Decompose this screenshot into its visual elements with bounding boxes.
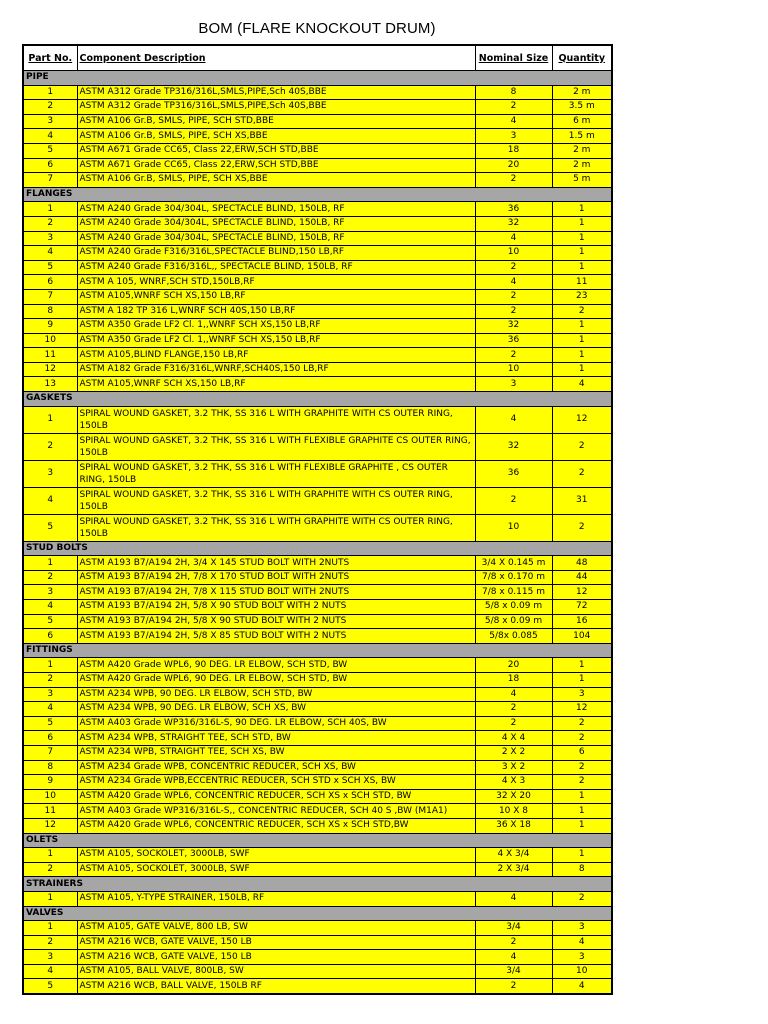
nominal-size-cell: 4 xyxy=(475,114,552,129)
table-row xyxy=(23,231,612,246)
table-row xyxy=(23,570,612,585)
part-no-cell: 4 xyxy=(23,964,77,979)
part-no-cell: 5 xyxy=(23,716,77,731)
quantity-cell: 3 xyxy=(552,687,612,702)
table-row xyxy=(23,585,612,600)
section-title: FITTINGS xyxy=(23,643,612,658)
part-no-cell: 8 xyxy=(23,304,77,319)
table-row xyxy=(23,348,612,363)
table-row xyxy=(23,731,612,746)
quantity-cell: 1 xyxy=(552,202,612,217)
quantity-cell: 2 m xyxy=(552,143,612,158)
description-cell: ASTM A182 Grade F316/316L,WNRF,SCH40S,150 LB,RF xyxy=(77,362,475,377)
quantity-cell: 1 xyxy=(552,658,612,673)
table-row xyxy=(23,362,612,377)
table-row xyxy=(23,804,612,819)
table-row xyxy=(23,673,612,688)
nominal-size-cell: 2 xyxy=(475,348,552,363)
part-no-cell: 6 xyxy=(23,731,77,746)
description-cell: ASTM A106 Gr.B, SMLS, PIPE, SCH XS,BBE xyxy=(77,129,475,144)
table-row xyxy=(23,289,612,304)
quantity-cell: 1.5 m xyxy=(552,129,612,144)
description-cell: SPIRAL WOUND GASKET, 3.2 THK, SS 316 L WITH FLEXIBLE GRAPHITE , CS OUTER RING, 150LB xyxy=(77,460,475,487)
part-no-cell: 3 xyxy=(23,585,77,600)
part-no-cell: 11 xyxy=(23,804,77,819)
quantity-cell: 3 xyxy=(552,950,612,965)
quantity-cell: 1 xyxy=(552,246,612,261)
part-no-cell: 7 xyxy=(23,173,77,188)
section-header-row xyxy=(23,877,612,892)
quantity-cell: 2 xyxy=(552,514,612,541)
quantity-cell: 1 xyxy=(552,260,612,275)
section-header-row xyxy=(23,833,612,848)
part-no-cell: 3 xyxy=(23,950,77,965)
description-cell: ASTM A216 WCB, GATE VALVE, 150 LB xyxy=(77,935,475,950)
column-header-part-no: Part No. xyxy=(23,45,77,71)
column-header-quantity: Quantity xyxy=(552,45,612,71)
table-row xyxy=(23,745,612,760)
part-no-cell: 9 xyxy=(23,775,77,790)
description-cell: ASTM A105, Y-TYPE STRAINER, 150LB, RF xyxy=(77,891,475,906)
description-cell: ASTM A240 Grade F316/316L,, SPECTACLE BLIND, 150LB, RF xyxy=(77,260,475,275)
part-no-cell: 3 xyxy=(23,687,77,702)
part-no-cell: 9 xyxy=(23,319,77,334)
document-title: BOM (FLARE KNOCKOUT DRUM) xyxy=(198,20,436,37)
description-cell: ASTM A234 WPB, STRAIGHT TEE, SCH STD, BW xyxy=(77,731,475,746)
quantity-cell: 3 xyxy=(552,921,612,936)
part-no-cell: 2 xyxy=(23,433,77,460)
quantity-cell: 72 xyxy=(552,600,612,615)
nominal-size-cell: 10 xyxy=(475,514,552,541)
column-header-nominal-size: Nominal Size xyxy=(475,45,552,71)
part-no-cell: 4 xyxy=(23,246,77,261)
description-cell: ASTM A234 WPB, 90 DEG. LR ELBOW, SCH XS, BW xyxy=(77,702,475,717)
table-row xyxy=(23,614,612,629)
part-no-cell: 1 xyxy=(23,85,77,100)
nominal-size-cell: 18 xyxy=(475,673,552,688)
table-row xyxy=(23,979,612,994)
table-row xyxy=(23,487,612,514)
part-no-cell: 3 xyxy=(23,231,77,246)
quantity-cell: 12 xyxy=(552,585,612,600)
quantity-cell: 1 xyxy=(552,319,612,334)
nominal-size-cell: 2 xyxy=(475,935,552,950)
description-cell: ASTM A234 WPB, 90 DEG. LR ELBOW, SCH STD, BW xyxy=(77,687,475,702)
nominal-size-cell: 7/8 x 0.115 m xyxy=(475,585,552,600)
nominal-size-cell: 4 xyxy=(475,891,552,906)
part-no-cell: 5 xyxy=(23,260,77,275)
nominal-size-cell: 36 X 18 xyxy=(475,818,552,833)
quantity-cell: 2 xyxy=(552,460,612,487)
description-cell: ASTM A193 B7/A194 2H, 7/8 X 115 STUD BOLT WITH 2NUTS xyxy=(77,585,475,600)
nominal-size-cell: 20 xyxy=(475,658,552,673)
part-no-cell: 4 xyxy=(23,600,77,615)
section-header-row xyxy=(23,187,612,202)
nominal-size-cell: 4 X 4 xyxy=(475,731,552,746)
nominal-size-cell: 32 xyxy=(475,216,552,231)
table-row xyxy=(23,702,612,717)
description-cell: ASTM A420 Grade WPL6, CONCENTRIC REDUCER, SCH XS x SCH STD,BW xyxy=(77,818,475,833)
section-header-row xyxy=(23,906,612,921)
table-row xyxy=(23,129,612,144)
part-no-cell: 10 xyxy=(23,789,77,804)
section-title: OLETS xyxy=(23,833,612,848)
nominal-size-cell: 10 X 8 xyxy=(475,804,552,819)
nominal-size-cell: 2 X 2 xyxy=(475,745,552,760)
table-row xyxy=(23,304,612,319)
table-row xyxy=(23,275,612,290)
quantity-cell: 2 xyxy=(552,891,612,906)
quantity-cell: 16 xyxy=(552,614,612,629)
description-cell: ASTM A105, BALL VALVE, 800LB, SW xyxy=(77,964,475,979)
part-no-cell: 1 xyxy=(23,658,77,673)
quantity-cell: 6 m xyxy=(552,114,612,129)
quantity-cell: 1 xyxy=(552,804,612,819)
nominal-size-cell: 36 xyxy=(475,202,552,217)
nominal-size-cell: 36 xyxy=(475,333,552,348)
part-no-cell: 5 xyxy=(23,614,77,629)
nominal-size-cell: 5/8x 0.085 xyxy=(475,629,552,644)
nominal-size-cell: 5/8 x 0.09 m xyxy=(475,600,552,615)
section-header-row xyxy=(23,71,612,86)
nominal-size-cell: 3 X 2 xyxy=(475,760,552,775)
description-cell: SPIRAL WOUND GASKET, 3.2 THK, SS 316 L WITH FLEXIBLE GRAPHITE CS OUTER RING, 150LB xyxy=(77,433,475,460)
table-row xyxy=(23,460,612,487)
quantity-cell: 10 xyxy=(552,964,612,979)
quantity-cell: 1 xyxy=(552,216,612,231)
nominal-size-cell: 32 X 20 xyxy=(475,789,552,804)
description-cell: ASTM A193 B7/A194 2H, 3/4 X 145 STUD BOLT WITH 2NUTS xyxy=(77,556,475,571)
nominal-size-cell: 4 xyxy=(475,231,552,246)
description-cell: ASTM A420 Grade WPL6, 90 DEG. LR ELBOW, SCH STD, BW xyxy=(77,673,475,688)
description-cell: ASTM A350 Grade LF2 Cl. 1,,WNRF SCH XS,150 LB,RF xyxy=(77,333,475,348)
nominal-size-cell: 2 xyxy=(475,304,552,319)
part-no-cell: 8 xyxy=(23,760,77,775)
table-row xyxy=(23,921,612,936)
table-row xyxy=(23,216,612,231)
table-row xyxy=(23,935,612,950)
description-cell: ASTM A420 Grade WPL6, 90 DEG. LR ELBOW, SCH STD, BW xyxy=(77,658,475,673)
quantity-cell: 1 xyxy=(552,673,612,688)
table-row xyxy=(23,600,612,615)
quantity-cell: 4 xyxy=(552,979,612,994)
quantity-cell: 6 xyxy=(552,745,612,760)
nominal-size-cell: 2 xyxy=(475,289,552,304)
table-row xyxy=(23,862,612,877)
quantity-cell: 2 xyxy=(552,716,612,731)
column-header-description: Component Description xyxy=(77,45,475,71)
table-row xyxy=(23,173,612,188)
description-cell: ASTM A234 Grade WPB, CONCENTRIC REDUCER, SCH XS, BW xyxy=(77,760,475,775)
description-cell: ASTM A106 Gr.B, SMLS, PIPE, SCH XS,BBE xyxy=(77,173,475,188)
description-cell: ASTM A216 WCB, GATE VALVE, 150 LB xyxy=(77,950,475,965)
section-title: PIPE xyxy=(23,71,612,86)
nominal-size-cell: 5/8 x 0.09 m xyxy=(475,614,552,629)
quantity-cell: 8 xyxy=(552,862,612,877)
part-no-cell: 1 xyxy=(23,556,77,571)
nominal-size-cell: 4 xyxy=(475,687,552,702)
quantity-cell: 2 m xyxy=(552,158,612,173)
part-no-cell: 4 xyxy=(23,487,77,514)
description-cell: ASTM A 105, WNRF,SCH STD,150LB,RF xyxy=(77,275,475,290)
quantity-cell: 3.5 m xyxy=(552,100,612,115)
quantity-cell: 2 xyxy=(552,775,612,790)
table-row xyxy=(23,629,612,644)
quantity-cell: 5 m xyxy=(552,173,612,188)
description-cell: SPIRAL WOUND GASKET, 3.2 THK, SS 316 L WITH GRAPHITE WITH CS OUTER RING, 150LB xyxy=(77,406,475,433)
bom-table-body xyxy=(23,71,612,995)
description-cell: SPIRAL WOUND GASKET, 3.2 THK, SS 316 L WITH GRAPHITE WITH CS OUTER RING, 150LB xyxy=(77,514,475,541)
description-cell: ASTM A420 Grade WPL6, CONCENTRIC REDUCER, SCH XS x SCH STD, BW xyxy=(77,789,475,804)
part-no-cell: 2 xyxy=(23,570,77,585)
quantity-cell: 48 xyxy=(552,556,612,571)
table-row xyxy=(23,202,612,217)
nominal-size-cell: 3/4 xyxy=(475,964,552,979)
nominal-size-cell: 2 xyxy=(475,173,552,188)
nominal-size-cell: 3 xyxy=(475,129,552,144)
nominal-size-cell: 4 xyxy=(475,275,552,290)
part-no-cell: 11 xyxy=(23,348,77,363)
table-row xyxy=(23,658,612,673)
part-no-cell: 12 xyxy=(23,818,77,833)
part-no-cell: 5 xyxy=(23,979,77,994)
table-row xyxy=(23,775,612,790)
section-header-row xyxy=(23,392,612,407)
table-row xyxy=(23,260,612,275)
nominal-size-cell: 2 xyxy=(475,716,552,731)
part-no-cell: 5 xyxy=(23,143,77,158)
table-row xyxy=(23,760,612,775)
description-cell: ASTM A240 Grade 304/304L, SPECTACLE BLIND, 150LB, RF xyxy=(77,202,475,217)
nominal-size-cell: 4 X 3/4 xyxy=(475,848,552,863)
table-row xyxy=(23,143,612,158)
table-row xyxy=(23,114,612,129)
quantity-cell: 1 xyxy=(552,333,612,348)
section-title: STUD BOLTS xyxy=(23,541,612,556)
nominal-size-cell: 2 xyxy=(475,487,552,514)
quantity-cell: 44 xyxy=(552,570,612,585)
nominal-size-cell: 18 xyxy=(475,143,552,158)
part-no-cell: 7 xyxy=(23,289,77,304)
table-row xyxy=(23,556,612,571)
part-no-cell: 4 xyxy=(23,702,77,717)
quantity-cell: 4 xyxy=(552,935,612,950)
nominal-size-cell: 36 xyxy=(475,460,552,487)
description-cell: ASTM A234 Grade WPB,ECCENTRIC REDUCER, SCH STD x SCH XS, BW xyxy=(77,775,475,790)
nominal-size-cell: 20 xyxy=(475,158,552,173)
quantity-cell: 12 xyxy=(552,702,612,717)
description-cell: ASTM A403 Grade WP316/316L-S,, CONCENTRIC REDUCER, SCH 40 S ,BW (M1A1) xyxy=(77,804,475,819)
part-no-cell: 1 xyxy=(23,202,77,217)
description-cell: ASTM A671 Grade CC65, Class 22,ERW,SCH STD,BBE xyxy=(77,143,475,158)
part-no-cell: 6 xyxy=(23,158,77,173)
part-no-cell: 1 xyxy=(23,406,77,433)
part-no-cell: 1 xyxy=(23,891,77,906)
table-row xyxy=(23,333,612,348)
part-no-cell: 1 xyxy=(23,848,77,863)
part-no-cell: 2 xyxy=(23,862,77,877)
quantity-cell: 1 xyxy=(552,789,612,804)
description-cell: ASTM A403 Grade WP316/316L-S, 90 DEG. LR ELBOW, SCH 40S, BW xyxy=(77,716,475,731)
table-row xyxy=(23,514,612,541)
part-no-cell: 6 xyxy=(23,629,77,644)
description-cell: ASTM A105, SOCKOLET, 3000LB, SWF xyxy=(77,862,475,877)
description-cell: ASTM A 182 TP 316 L,WNRF SCH 40S,150 LB,RF xyxy=(77,304,475,319)
description-cell: ASTM A105,WNRF SCH XS,150 LB,RF xyxy=(77,377,475,392)
quantity-cell: 1 xyxy=(552,818,612,833)
table-row xyxy=(23,964,612,979)
part-no-cell: 7 xyxy=(23,745,77,760)
nominal-size-cell: 2 X 3/4 xyxy=(475,862,552,877)
table-row xyxy=(23,950,612,965)
table-row xyxy=(23,100,612,115)
description-cell: ASTM A240 Grade 304/304L, SPECTACLE BLIND, 150LB, RF xyxy=(77,216,475,231)
description-cell: ASTM A193 B7/A194 2H, 5/8 X 85 STUD BOLT WITH 2 NUTS xyxy=(77,629,475,644)
nominal-size-cell: 7/8 x 0.170 m xyxy=(475,570,552,585)
part-no-cell: 2 xyxy=(23,673,77,688)
quantity-cell: 4 xyxy=(552,377,612,392)
part-no-cell: 10 xyxy=(23,333,77,348)
table-row xyxy=(23,716,612,731)
nominal-size-cell: 32 xyxy=(475,319,552,334)
nominal-size-cell: 4 X 3 xyxy=(475,775,552,790)
quantity-cell: 31 xyxy=(552,487,612,514)
quantity-cell: 1 xyxy=(552,231,612,246)
nominal-size-cell: 8 xyxy=(475,85,552,100)
part-no-cell: 2 xyxy=(23,100,77,115)
nominal-size-cell: 2 xyxy=(475,979,552,994)
nominal-size-cell: 32 xyxy=(475,433,552,460)
quantity-cell: 2 xyxy=(552,760,612,775)
part-no-cell: 3 xyxy=(23,460,77,487)
description-cell: ASTM A312 Grade TP316/316L,SMLS,PIPE,Sch 40S,BBE xyxy=(77,85,475,100)
bom-table xyxy=(22,44,613,995)
nominal-size-cell: 3 xyxy=(475,377,552,392)
part-no-cell: 12 xyxy=(23,362,77,377)
part-no-cell: 3 xyxy=(23,114,77,129)
section-title: GASKETS xyxy=(23,392,612,407)
description-cell: ASTM A240 Grade F316/316L,SPECTACLE BLIND,150 LB,RF xyxy=(77,246,475,261)
description-cell: ASTM A105,WNRF SCH XS,150 LB,RF xyxy=(77,289,475,304)
quantity-cell: 2 xyxy=(552,433,612,460)
nominal-size-cell: 2 xyxy=(475,100,552,115)
table-row xyxy=(23,319,612,334)
nominal-size-cell: 2 xyxy=(475,702,552,717)
quantity-cell: 104 xyxy=(552,629,612,644)
quantity-cell: 2 m xyxy=(552,85,612,100)
table-row xyxy=(23,687,612,702)
part-no-cell: 6 xyxy=(23,275,77,290)
section-header-row xyxy=(23,643,612,658)
description-cell: ASTM A193 B7/A194 2H, 5/8 X 90 STUD BOLT WITH 2 NUTS xyxy=(77,614,475,629)
description-cell: ASTM A671 Grade CC65, Class 22,ERW,SCH STD,BBE xyxy=(77,158,475,173)
nominal-size-cell: 10 xyxy=(475,246,552,261)
quantity-cell: 23 xyxy=(552,289,612,304)
part-no-cell: 4 xyxy=(23,129,77,144)
table-row xyxy=(23,406,612,433)
description-cell: SPIRAL WOUND GASKET, 3.2 THK, SS 316 L WITH GRAPHITE WITH CS OUTER RING, 150LB xyxy=(77,487,475,514)
quantity-cell: 1 xyxy=(552,348,612,363)
table-row xyxy=(23,158,612,173)
section-header-row xyxy=(23,541,612,556)
table-row xyxy=(23,246,612,261)
description-cell: ASTM A105, SOCKOLET, 3000LB, SWF xyxy=(77,848,475,863)
nominal-size-cell: 4 xyxy=(475,950,552,965)
table-row xyxy=(23,848,612,863)
quantity-cell: 11 xyxy=(552,275,612,290)
description-cell: ASTM A105, GATE VALVE, 800 LB, SW xyxy=(77,921,475,936)
part-no-cell: 2 xyxy=(23,216,77,231)
section-title: STRAINERS xyxy=(23,877,612,892)
description-cell: ASTM A193 B7/A194 2H, 7/8 X 170 STUD BOLT WITH 2NUTS xyxy=(77,570,475,585)
nominal-size-cell: 10 xyxy=(475,362,552,377)
description-cell: ASTM A312 Grade TP316/316L,SMLS,PIPE,Sch 40S,BBE xyxy=(77,100,475,115)
section-title: FLANGES xyxy=(23,187,612,202)
part-no-cell: 13 xyxy=(23,377,77,392)
nominal-size-cell: 3/4 xyxy=(475,921,552,936)
table-row xyxy=(23,891,612,906)
nominal-size-cell: 2 xyxy=(475,260,552,275)
table-row xyxy=(23,85,612,100)
table-row xyxy=(23,789,612,804)
table-row xyxy=(23,377,612,392)
part-no-cell: 1 xyxy=(23,921,77,936)
table-header-row xyxy=(23,45,612,71)
nominal-size-cell: 4 xyxy=(475,406,552,433)
description-cell: ASTM A106 Gr.B, SMLS, PIPE, SCH STD,BBE xyxy=(77,114,475,129)
quantity-cell: 1 xyxy=(552,848,612,863)
quantity-cell: 12 xyxy=(552,406,612,433)
description-cell: ASTM A193 B7/A194 2H, 5/8 X 90 STUD BOLT WITH 2 NUTS xyxy=(77,600,475,615)
section-title: VALVES xyxy=(23,906,612,921)
nominal-size-cell: 3/4 X 0.145 m xyxy=(475,556,552,571)
description-cell: ASTM A234 WPB, STRAIGHT TEE, SCH XS, BW xyxy=(77,745,475,760)
table-row xyxy=(23,433,612,460)
description-cell: ASTM A350 Grade LF2 Cl. 1,,WNRF SCH XS,150 LB,RF xyxy=(77,319,475,334)
description-cell: ASTM A216 WCB, BALL VALVE, 150LB RF xyxy=(77,979,475,994)
quantity-cell: 2 xyxy=(552,304,612,319)
description-cell: ASTM A240 Grade 304/304L, SPECTACLE BLIND, 150LB, RF xyxy=(77,231,475,246)
part-no-cell: 2 xyxy=(23,935,77,950)
part-no-cell: 5 xyxy=(23,514,77,541)
table-row xyxy=(23,818,612,833)
quantity-cell: 2 xyxy=(552,731,612,746)
description-cell: ASTM A105,BLIND FLANGE,150 LB,RF xyxy=(77,348,475,363)
quantity-cell: 1 xyxy=(552,362,612,377)
